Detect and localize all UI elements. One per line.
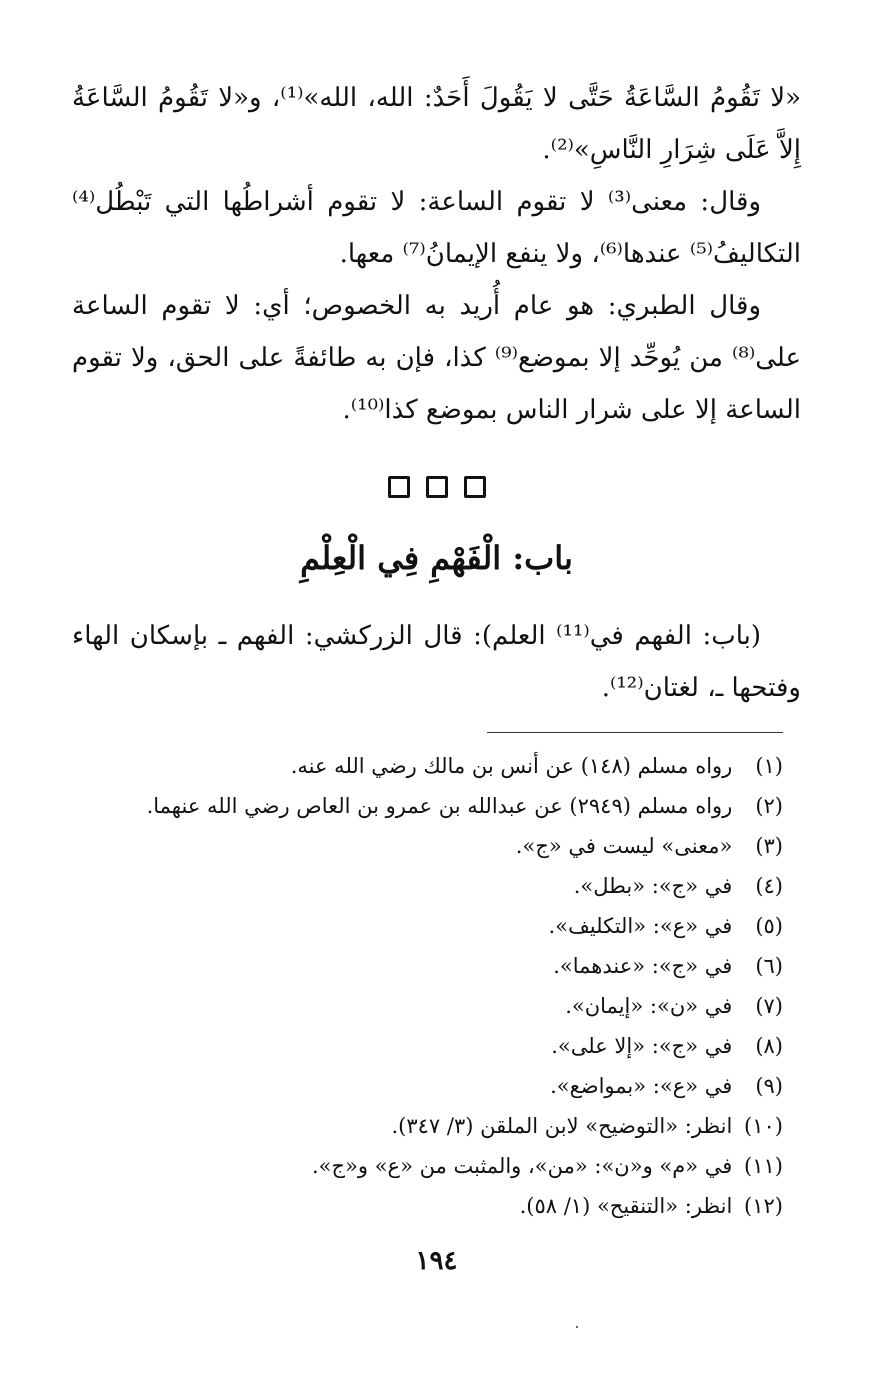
footnote-number: (١٠) <box>744 1114 783 1138</box>
footnote-text: انظر: «التوضيح» لابن الملقن (٣/ ٣٤٧). <box>391 1114 733 1138</box>
footnote <box>72 826 783 866</box>
footnote <box>72 946 783 986</box>
footnote <box>72 746 783 786</box>
footnote-text: في «ج»: «إلا على». <box>551 1034 733 1058</box>
footnote-text: رواه مسلم (١٤٨) عن أنس بن مالك رضي الله عنه. <box>290 754 733 778</box>
footnote <box>72 1106 783 1146</box>
footnote <box>72 1186 783 1226</box>
footnote-text: في «ع»: «بمواضع». <box>550 1074 733 1098</box>
footnote-text: في «م» و«ن»: «من»، والمثبت من «ع» و«ج». <box>311 1154 733 1178</box>
footnote-text: في «ن»: «إيمان». <box>565 994 733 1018</box>
footnote <box>72 1026 783 1066</box>
square-ornament-icon <box>464 476 486 498</box>
main-text <box>72 72 801 436</box>
footnote-number: (٦) <box>755 954 783 978</box>
footnote-text: في «ج»: «عندهما». <box>553 954 733 978</box>
paragraph: وقال: معنى⁽³⁾ لا تقوم الساعة: لا تقوم أشراطُها التي تَبْطُل⁽⁴⁾ التكاليفُ⁽⁵⁾ عندها⁽⁶⁾، ولا ينفع الإيمانُ⁽⁷⁾ معها. <box>72 187 801 269</box>
footnote-text: انظر: «التنقيح» (١/ ٥٨). <box>519 1194 733 1218</box>
footnote <box>72 1066 783 1106</box>
footnotes <box>72 746 783 1226</box>
footnote <box>72 786 783 826</box>
paragraph: «لا تَقُومُ السَّاعَةُ حَتَّى لا يَقُولَ أَحَدٌ: الله، الله»⁽¹⁾، و«لا تَقُومُ السَّاعَةُ إِلاَّ عَلَى شِرَارِ النَّاسِ»⁽²⁾. <box>72 83 801 165</box>
footnote-number: (٤) <box>755 874 783 898</box>
footnote-text: في «ع»: «التكليف». <box>548 914 733 938</box>
footnote-number: (١٢) <box>744 1194 783 1218</box>
chapter-title: باب: الْفَهْمِ فِي الْعِلْمِ <box>300 539 573 577</box>
footnote-number: (٩) <box>755 1074 783 1098</box>
footnote <box>72 866 783 906</box>
scan-speck <box>576 1326 578 1328</box>
footnote-text: رواه مسلم (٢٩٤٩) عن عبدالله بن عمرو بن العاص رضي الله عنهما. <box>146 794 733 818</box>
footnote-number: (١١) <box>744 1154 783 1178</box>
footnote-number: (٢) <box>755 794 783 818</box>
footnote-number: (١) <box>755 754 783 778</box>
footnote-text: في «ج»: «بطل». <box>573 874 733 898</box>
footnote <box>72 1146 783 1186</box>
footnote <box>72 986 783 1026</box>
page-number: ١٩٤ <box>415 1246 458 1276</box>
square-ornament-icon <box>388 476 410 498</box>
footnote <box>72 906 783 946</box>
square-ornament-icon <box>426 476 448 498</box>
section-separator <box>0 476 873 506</box>
footnote-number: (٨) <box>755 1034 783 1058</box>
footnote-number: (٥) <box>755 914 783 938</box>
footnote-number: (٧) <box>755 994 783 1018</box>
footnote-number: (٣) <box>755 834 783 858</box>
footnote-divider <box>487 732 783 733</box>
chapter-paragraph: (باب: الفهم في⁽¹¹⁾ العلم): قال الزركشي: الفهم ـ بإسكان الهاء وفتحها ـ، لغتان⁽¹²⁾. <box>72 621 801 703</box>
footnote-text: «معنى» ليست في «ج». <box>515 834 733 858</box>
paragraph: وقال الطبري: هو عام أُريد به الخصوص؛ أي: لا تقوم الساعة على⁽⁸⁾ من يُوحِّد إلا بموضع⁽⁹⁾ كذا، فإن به طائفةً على الحق، ولا تقوم الساعة إلا على شرار الناس بموضع كذا⁽¹⁰⁾. <box>72 291 801 425</box>
